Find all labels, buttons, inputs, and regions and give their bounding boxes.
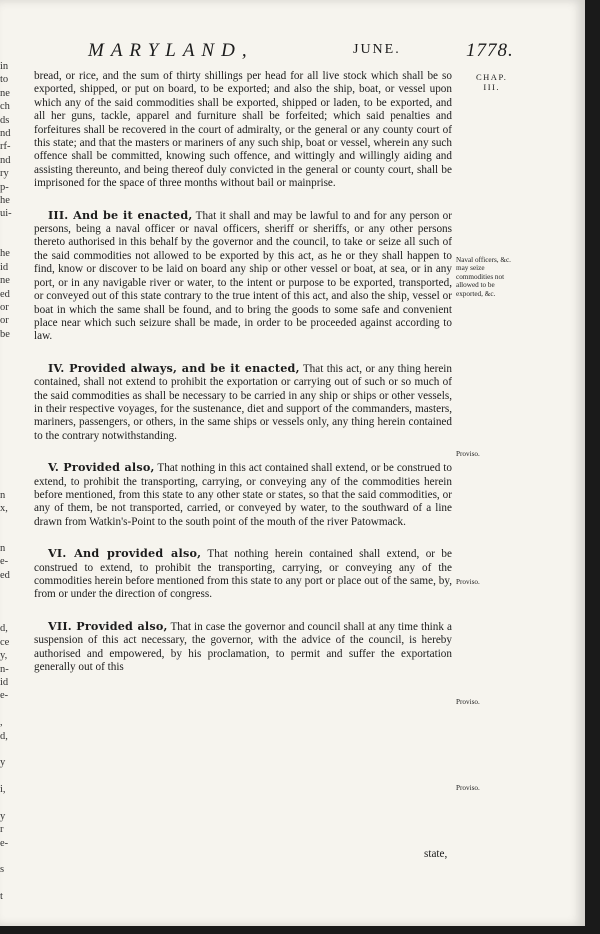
facing-page-fragment (0, 850, 14, 863)
section-lead: III. And be it enacted, (48, 207, 193, 222)
facing-page-fragment: t (0, 891, 3, 903)
facing-page-fragment: ds (0, 114, 10, 126)
section-lead: VII. Provided also, (48, 618, 168, 633)
facing-page-fragment (0, 355, 14, 368)
facing-page-fragment (0, 475, 14, 488)
facing-page-fragment: ch (0, 101, 10, 113)
facing-page-fragment: i, (0, 784, 6, 796)
catchword: state, (424, 848, 448, 860)
facing-page-fragment (0, 462, 14, 475)
facing-page-fragment: ed (0, 569, 10, 581)
facing-page-fragment: y, (0, 650, 8, 662)
section-lead: VI. And provided also, (48, 546, 202, 561)
facing-page-fragment: ce (0, 636, 10, 648)
facing-page-fragment: ui- (0, 208, 12, 220)
chapter-marker (476, 72, 507, 92)
facing-page-fragment: be (0, 328, 10, 340)
paragraph-text: That it shall and may be lawful to and for any person or persons, being a naval officer or naval officers, sheriff or sheriffs, or any other persons thereto authorised in this behalf by the governor and the council, to take or seize all such of the said commodities not allowed to be exported by this act, as he or they shall happen to find, know or discover to be laid on board any ship or other vessel or boat, at sea, or in any port, or in any navigable river or water, to the intent or purpose to be exported, transported, or conveyed out of this state contrary to the true intent of this act, and also the ship, vessel or boat in which the same shall be found, and to bring the goods to some safe and convenient place near which such seizure shall be made, in order to be proceeded against according to law. (34, 209, 452, 343)
paragraph-text: That in case the governor and council shall at any time think a suspension of this act necessary, the governor, with the advice of the council, is hereby authorised and empowered, by his proclamation, to permit and suffer the exportation generally out of this (34, 620, 452, 674)
facing-page-fragment: , (0, 717, 3, 729)
section-iv (34, 362, 452, 443)
facing-page-fragment (0, 408, 14, 421)
facing-page-fragment (0, 743, 14, 756)
section-iii (34, 209, 452, 344)
facing-page-fragment (0, 395, 14, 408)
facing-page-fragment (0, 770, 14, 783)
facing-page-fragment (0, 221, 14, 234)
facing-page-fragment (0, 368, 14, 381)
paragraph-continuation (34, 70, 452, 191)
facing-page-fragment: ne (0, 275, 10, 287)
paragraph-text: That this act, or any thing herein contained, shall not extend to prohibit the exportation or carrying out of such or so much of the said commodities as shall be necessary to be carried in any ship or ships or other vessels, in their respective voyages, for the sustenance, diet and support of the commanders, masters, mariners, passengers, or others, in the same ships or vessels only, any thing herein contained to the contrary notwithstanding. (34, 362, 452, 442)
facing-page-fragment (0, 515, 14, 528)
margin-note-proviso: Proviso. (456, 784, 480, 792)
facing-page-fragment (0, 703, 14, 716)
running-title: MARYLAND, (88, 40, 254, 61)
facing-page-fragment: or (0, 315, 9, 327)
section-v (34, 461, 452, 529)
facing-page-fragment: he (0, 248, 10, 260)
facing-page-edge (0, 60, 14, 903)
facing-page-fragment: r (0, 824, 4, 836)
section-lead: IV. Provided always, and be it enacted, (48, 360, 300, 375)
facing-page-fragment: n (0, 543, 6, 555)
facing-page-fragment (0, 796, 14, 809)
facing-page-fragment: ed (0, 288, 10, 300)
facing-page-fragment: rf- (0, 141, 11, 153)
facing-page-fragment: n (0, 489, 6, 501)
facing-page-fragment: d, (0, 623, 8, 635)
facing-page-fragment: he (0, 194, 10, 206)
facing-page-fragment: y (0, 810, 6, 822)
facing-page-fragment: ne (0, 87, 10, 99)
facing-page-fragment: s (0, 864, 5, 876)
facing-page-fragment: e- (0, 556, 9, 568)
facing-page-fragment: d, (0, 730, 8, 742)
facing-page-fragment: e- (0, 837, 9, 849)
facing-page-fragment (0, 234, 14, 247)
facing-page-fragment (0, 596, 14, 609)
header-month: JUNE. (353, 42, 401, 57)
facing-page-fragment: to (0, 74, 9, 86)
paragraph-text: That nothing herein contained shall extend, or be construed to extend, to prohibit the transporting, carrying, or conveying any of the commodities herein before mentioned from this state to any port or place out of the same, by, from or under the direction of congress. (34, 548, 452, 601)
facing-page-fragment: in (0, 61, 9, 72)
margin-note-proviso: Proviso. (456, 698, 480, 706)
facing-page-fragment (0, 582, 14, 595)
chapter-label: CHAP. (476, 72, 508, 82)
margin-note-proviso: Proviso. (456, 450, 480, 458)
facing-page-fragment: ry (0, 168, 9, 180)
facing-page-fragment (0, 381, 14, 394)
statute-text (34, 70, 452, 692)
facing-page-fragment: id (0, 676, 9, 688)
header-year: 1778. (466, 40, 514, 61)
paragraph-text: That nothing in this act contained shall extend, or be construed to extend, to prohibit the transporting, carrying, or conveying any of the commodities herein before mentioned, from this state to any other state or states, so that the said commodities, or any of them, be not transported, carried, or conveyed by water, to the southward of a line drawn from Watkin's-Point to the south point of the mouth of the river Patowmack. (34, 462, 453, 528)
running-header (88, 40, 518, 66)
facing-page-fragment: id (0, 261, 9, 273)
margin-note-proviso: Proviso. (456, 578, 480, 586)
section-vii (34, 620, 452, 675)
facing-page-fragment (0, 422, 14, 435)
facing-page-fragment: y (0, 757, 6, 769)
facing-page-fragment: n- (0, 663, 9, 675)
facing-page-fragment (0, 877, 14, 890)
facing-page-fragment (0, 341, 14, 354)
section-vi (34, 547, 452, 602)
margin-note-naval-officers: Naval officers, &c. may seize commodities not allowed to be exported, &c. (456, 256, 511, 298)
facing-page-fragment: or (0, 302, 9, 314)
facing-page-fragment: x, (0, 502, 8, 514)
facing-page-fragment: e- (0, 690, 9, 702)
facing-page-fragment: nd (0, 127, 11, 139)
section-lead: V. Provided also, (48, 460, 155, 475)
chapter-number: III. (483, 82, 500, 92)
facing-page-fragment (0, 435, 14, 448)
facing-page-fragment: nd (0, 154, 11, 166)
paragraph-text: bread, or rice, and the sum of thirty shillings per head for all live stock which shall be so exported, shipped, or put on board, to be exported; and also the ship, boat, or vessel upon which any of the said commodities shall be exported, shipped or laden, to be exported, and all her guns, tackle, apparel and furniture shall be forfeited; which said penalties and forfeitures shall be recovered in the court of admiralty, or the general or any county court of this state; and that the masters or mariners of any such ship, boat or vessel, wherein any such offence shall be committed, knowing such offence, and wittingly and willingly aiding and assisting thereunto, and being thereof duly convicted in the general or county court, shall be imprisoned for the space of three months without bail or mainprise. (34, 70, 452, 190)
facing-page-fragment (0, 529, 14, 542)
facing-page-fragment (0, 609, 14, 622)
facing-page-fragment (0, 448, 14, 461)
facing-page-fragment: p- (0, 181, 9, 193)
